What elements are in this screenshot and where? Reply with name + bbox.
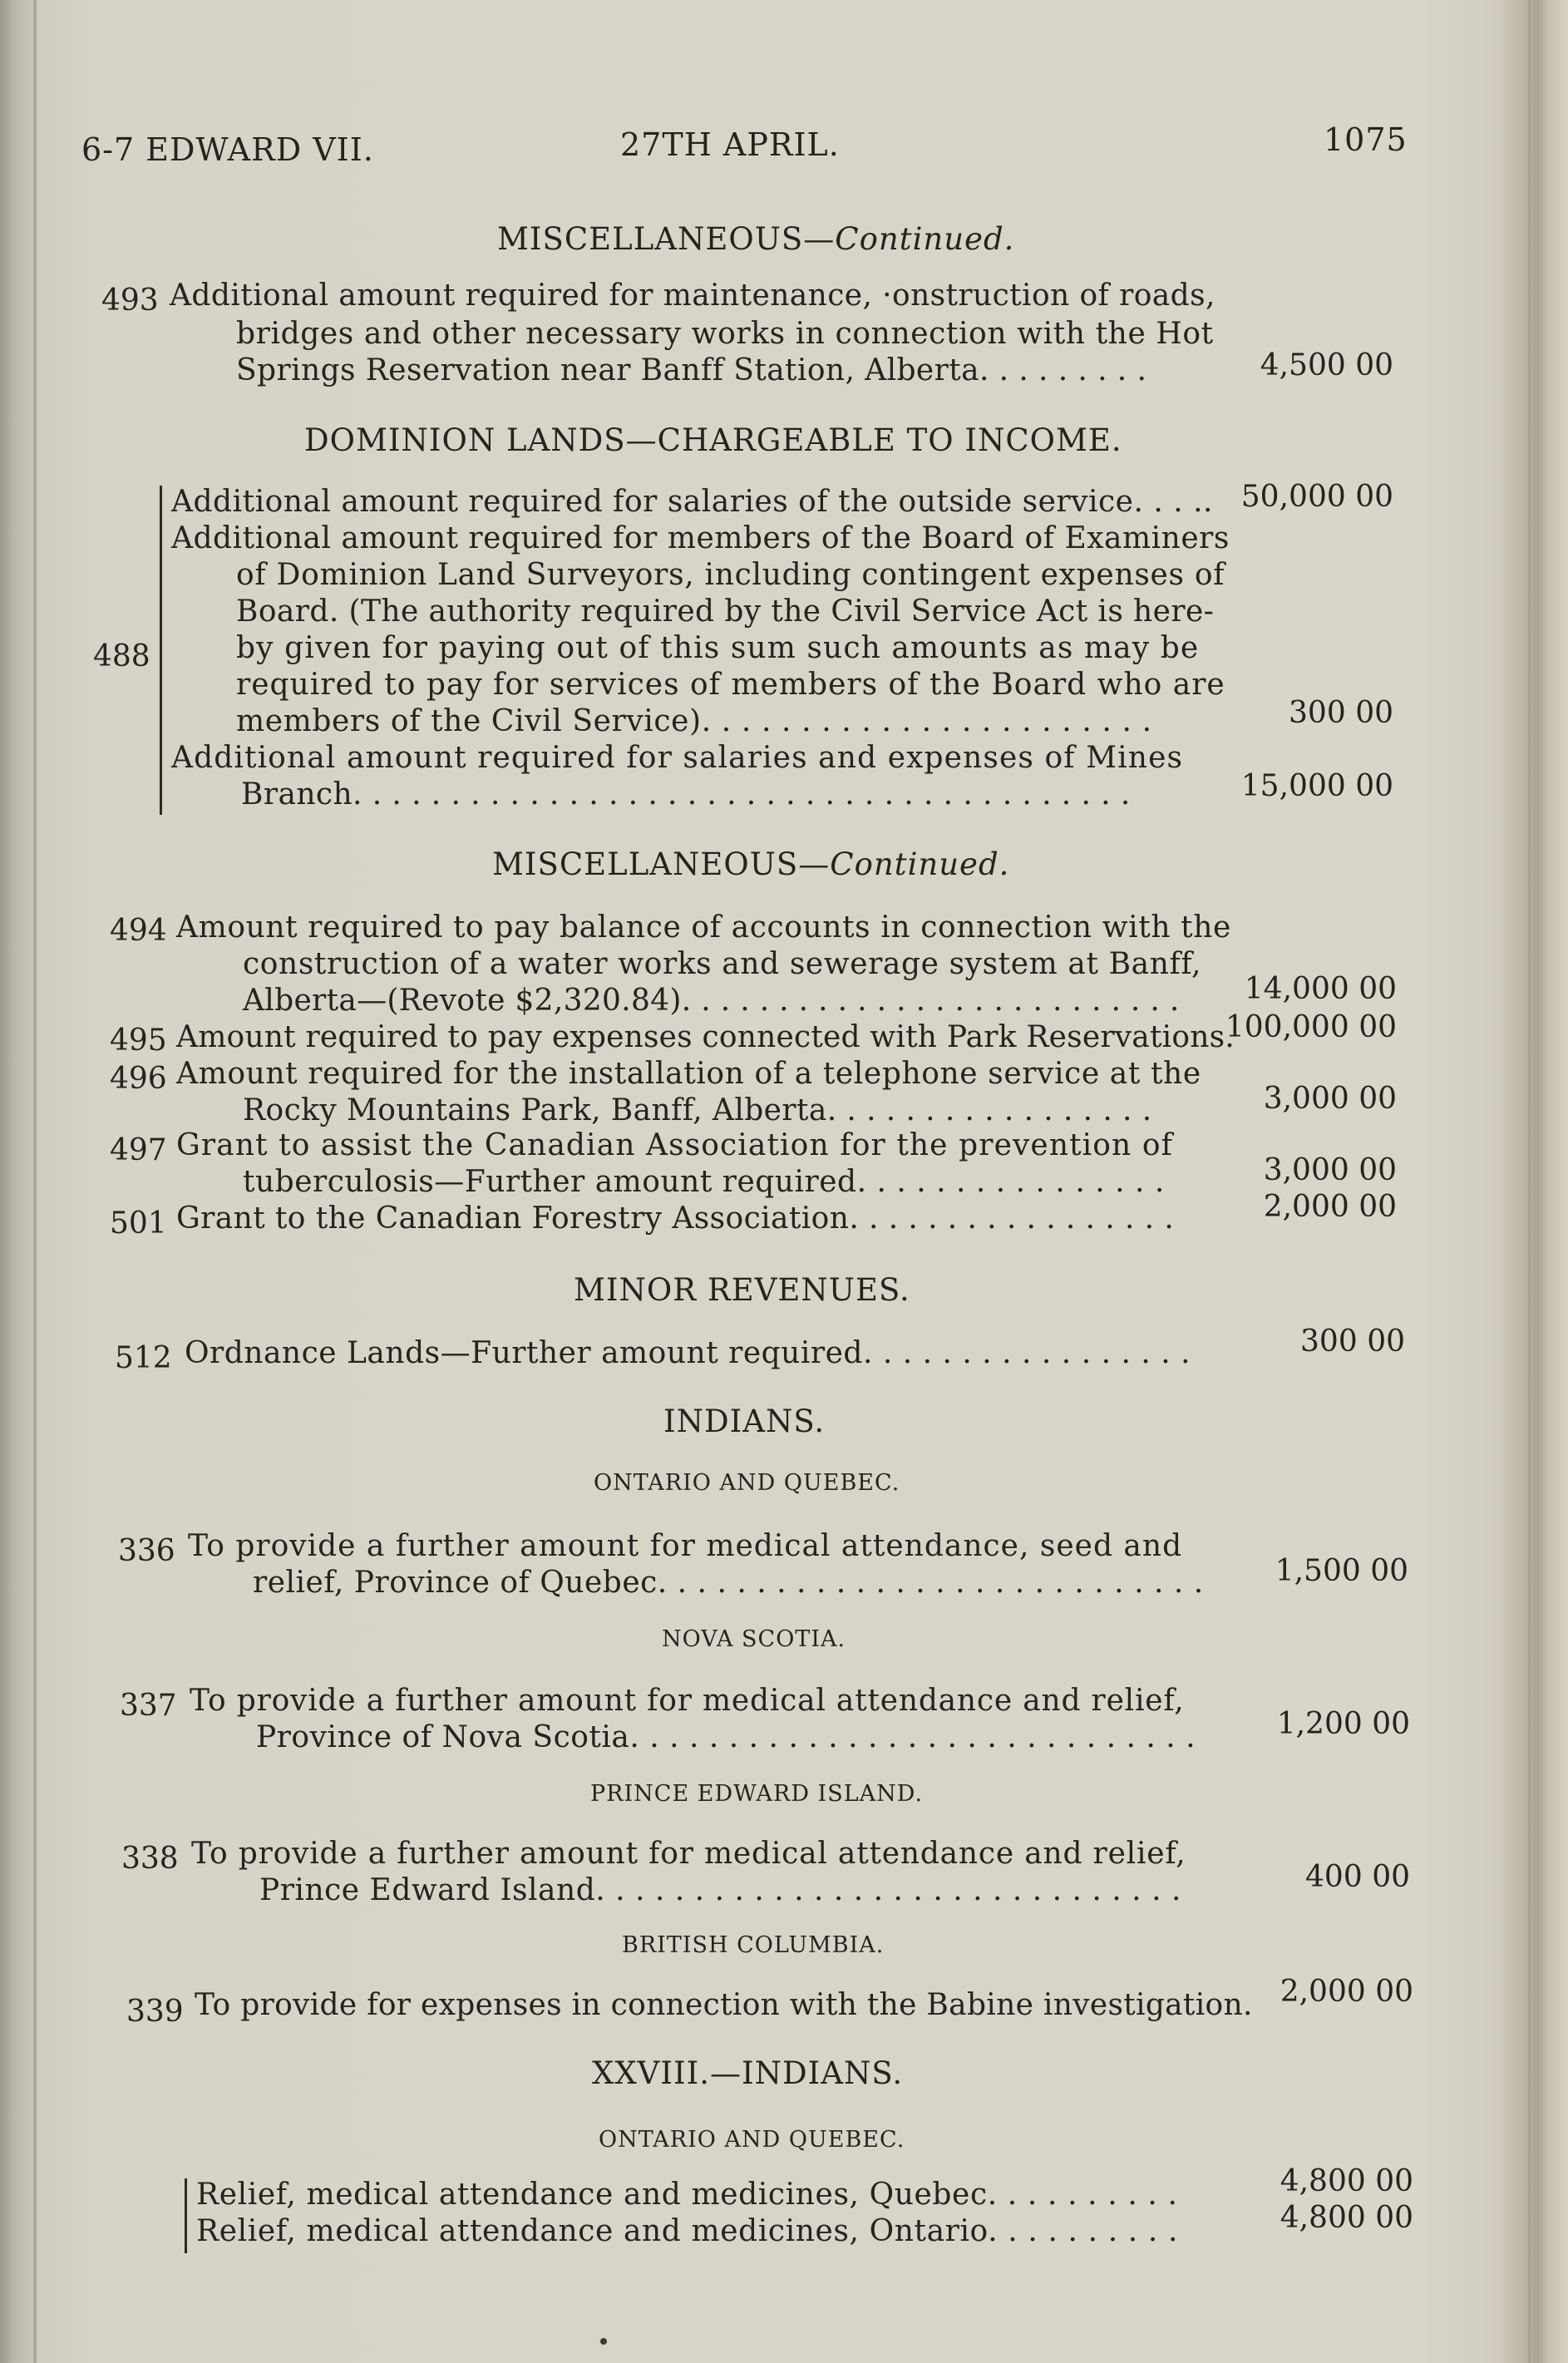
item-text-line: Alberta—(Revote $2,320.84). . . . . . . . . . . . . . . . . . . . . . . . . . [243,984,1180,1018]
item-text-line: Relief, medical attendance and medicines, Quebec. . . . . . . . . . [196,2178,1178,2212]
item-text-line: Branch. . . . . . . . . . . . . . . . . . . . . . . . . . . . . . . . . . . . . . . . [241,777,1131,812]
item-text-line: bridges and other necessary works in connection with the Hot [236,317,1214,351]
amount: 14,000 00 [1244,972,1397,1006]
amount: 1,500 00 [1275,1554,1408,1588]
item-text-line: Additional amount required for salaries and expenses of Mines [171,741,1184,775]
item-text-line: construction of a water works and sewerage system at Banff, [243,947,1202,981]
item-text-line: of Dominion Land Surveyors, including contingent expenses of [236,558,1225,592]
section-heading: MISCELLANEOUS—Continued. [497,221,1015,257]
running-header-date: 27TH APRIL. [620,126,840,163]
item-text-line: by given for paying out of this sum such amounts as may be [236,631,1200,665]
amount: 50,000 00 [1240,480,1393,514]
item-text-line: Ordnance Lands—Further amount required. . . . . . . . . . . . . . . . . [185,1336,1191,1370]
amount: 3,000 00 [1263,1082,1397,1116]
item-number: 496 [110,1062,167,1096]
item-text-line: Board. (The authority required by the Civil Service Act is here- [236,594,1215,629]
amount: 4,800 00 [1280,2164,1413,2198]
province-subheading: PRINCE EDWARD ISLAND. [590,1781,924,1807]
item-text-line: Springs Reservation near Banff Station, Alberta. . . . . . . . . [236,353,1147,387]
item-text-line: tuberculosis—Further amount required. . . . . . . . . . . . . . . . [243,1165,1165,1199]
amount: 400 00 [1305,1860,1410,1894]
item-text-line: Amount required to pay expenses connected with Park Reservations. [176,1020,1235,1054]
amount: 4,800 00 [1280,2201,1413,2235]
item-number: 336 [118,1534,175,1568]
item-text-line: To provide for expenses in connection with the Babine investigation. [195,1988,1253,2022]
brace-bracket [185,2178,187,2253]
amount: 2,000 00 [1263,1190,1397,1224]
item-number: 488 [93,639,150,673]
item-text-line: required to pay for services of members of the Board who are [236,668,1225,702]
province-subheading: NOVA SCOTIA. [662,1626,846,1652]
item-text-line: Amount required to pay balance of accounts in connection with the [176,910,1231,945]
brace-bracket [160,486,162,815]
item-text-line: members of the Civil Service). . . . . . . . . . . . . . . . . . . . . . . [236,704,1152,738]
running-header-left: 6-7 EDWARD VII. [81,131,374,168]
item-text-line: relief, Province of Quebec. . . . . . . . . . . . . . . . . . . . . . . . . . . . [253,1566,1204,1600]
amount: 300 00 [1289,696,1393,730]
item-number: 494 [110,914,167,948]
item-text-line: Additional amount required for salaries of the outside service. . . .. [171,485,1213,519]
province-subheading: ONTARIO AND QUEBEC. [599,2127,905,2153]
province-subheading: ONTARIO AND QUEBEC. [594,1470,900,1496]
section-heading: DOMINION LANDS—CHARGEABLE TO INCOME. [304,422,1122,458]
item-text-line: Additional amount required for maintenance, ·onstruction of roads, [170,279,1215,313]
item-text-line: To provide a further amount for medical attendance and relief, [190,1684,1185,1718]
page-edge-line [1528,0,1531,2363]
amount: 100,000 00 [1225,1010,1397,1044]
item-text-line: Additional amount required for members of the Board of Examiners [171,521,1230,555]
page-number: 1075 [1324,121,1408,158]
section-heading: XXVIII.—INDIANS. [592,2055,904,2091]
amount: 15,000 00 [1240,769,1393,803]
province-subheading: BRITISH COLUMBIA. [622,1932,885,1958]
item-number: 337 [120,1689,177,1723]
item-number: 497 [110,1133,167,1167]
item-text-line: Prince Edward Island. . . . . . . . . . . . . . . . . . . . . . . . . . . . . . [259,1873,1181,1907]
amount: 3,000 00 [1263,1153,1397,1187]
binding-shadow [33,0,37,2363]
item-number: 493 [101,284,159,318]
item-number: 338 [121,1842,179,1876]
item-text-line: Grant to assist the Canadian Association for the prevention of [176,1128,1174,1162]
section-heading: MINOR REVENUES. [574,1272,910,1308]
item-text-line: To provide a further amount for medical attendance and relief, [191,1837,1186,1871]
amount: 2,000 00 [1280,1975,1413,2009]
item-number: 501 [110,1206,167,1241]
amount: 4,500 00 [1260,348,1393,382]
item-text-line: Relief, medical attendance and medicines, Ontario. . . . . . . . . . [196,2214,1179,2248]
item-number: 512 [115,1341,172,1375]
amount: 1,200 00 [1276,1707,1410,1741]
section-heading: INDIANS. [663,1403,826,1439]
section-heading: MISCELLANEOUS—Continued. [492,846,1010,882]
item-text-line: To provide a further amount for medical attendance, seed and [188,1529,1183,1563]
item-text-line: Amount required for the installation of a telephone service at the [176,1057,1201,1091]
item-text-line: Rocky Mountains Park, Banff, Alberta. . . . . . . . . . . . . . . . . [243,1093,1152,1127]
item-text-line: Province of Nova Scotia. . . . . . . . . . . . . . . . . . . . . . . . . . . . . [256,1720,1196,1754]
item-text-line: Grant to the Canadian Forestry Association. . . . . . . . . . . . . . . . . [176,1201,1175,1236]
amount: 300 00 [1300,1325,1405,1359]
item-number: 339 [126,1995,184,2029]
page-edge-line [1540,0,1541,2363]
item-number: 495 [110,1024,167,1058]
print-speck [600,2338,607,2345]
